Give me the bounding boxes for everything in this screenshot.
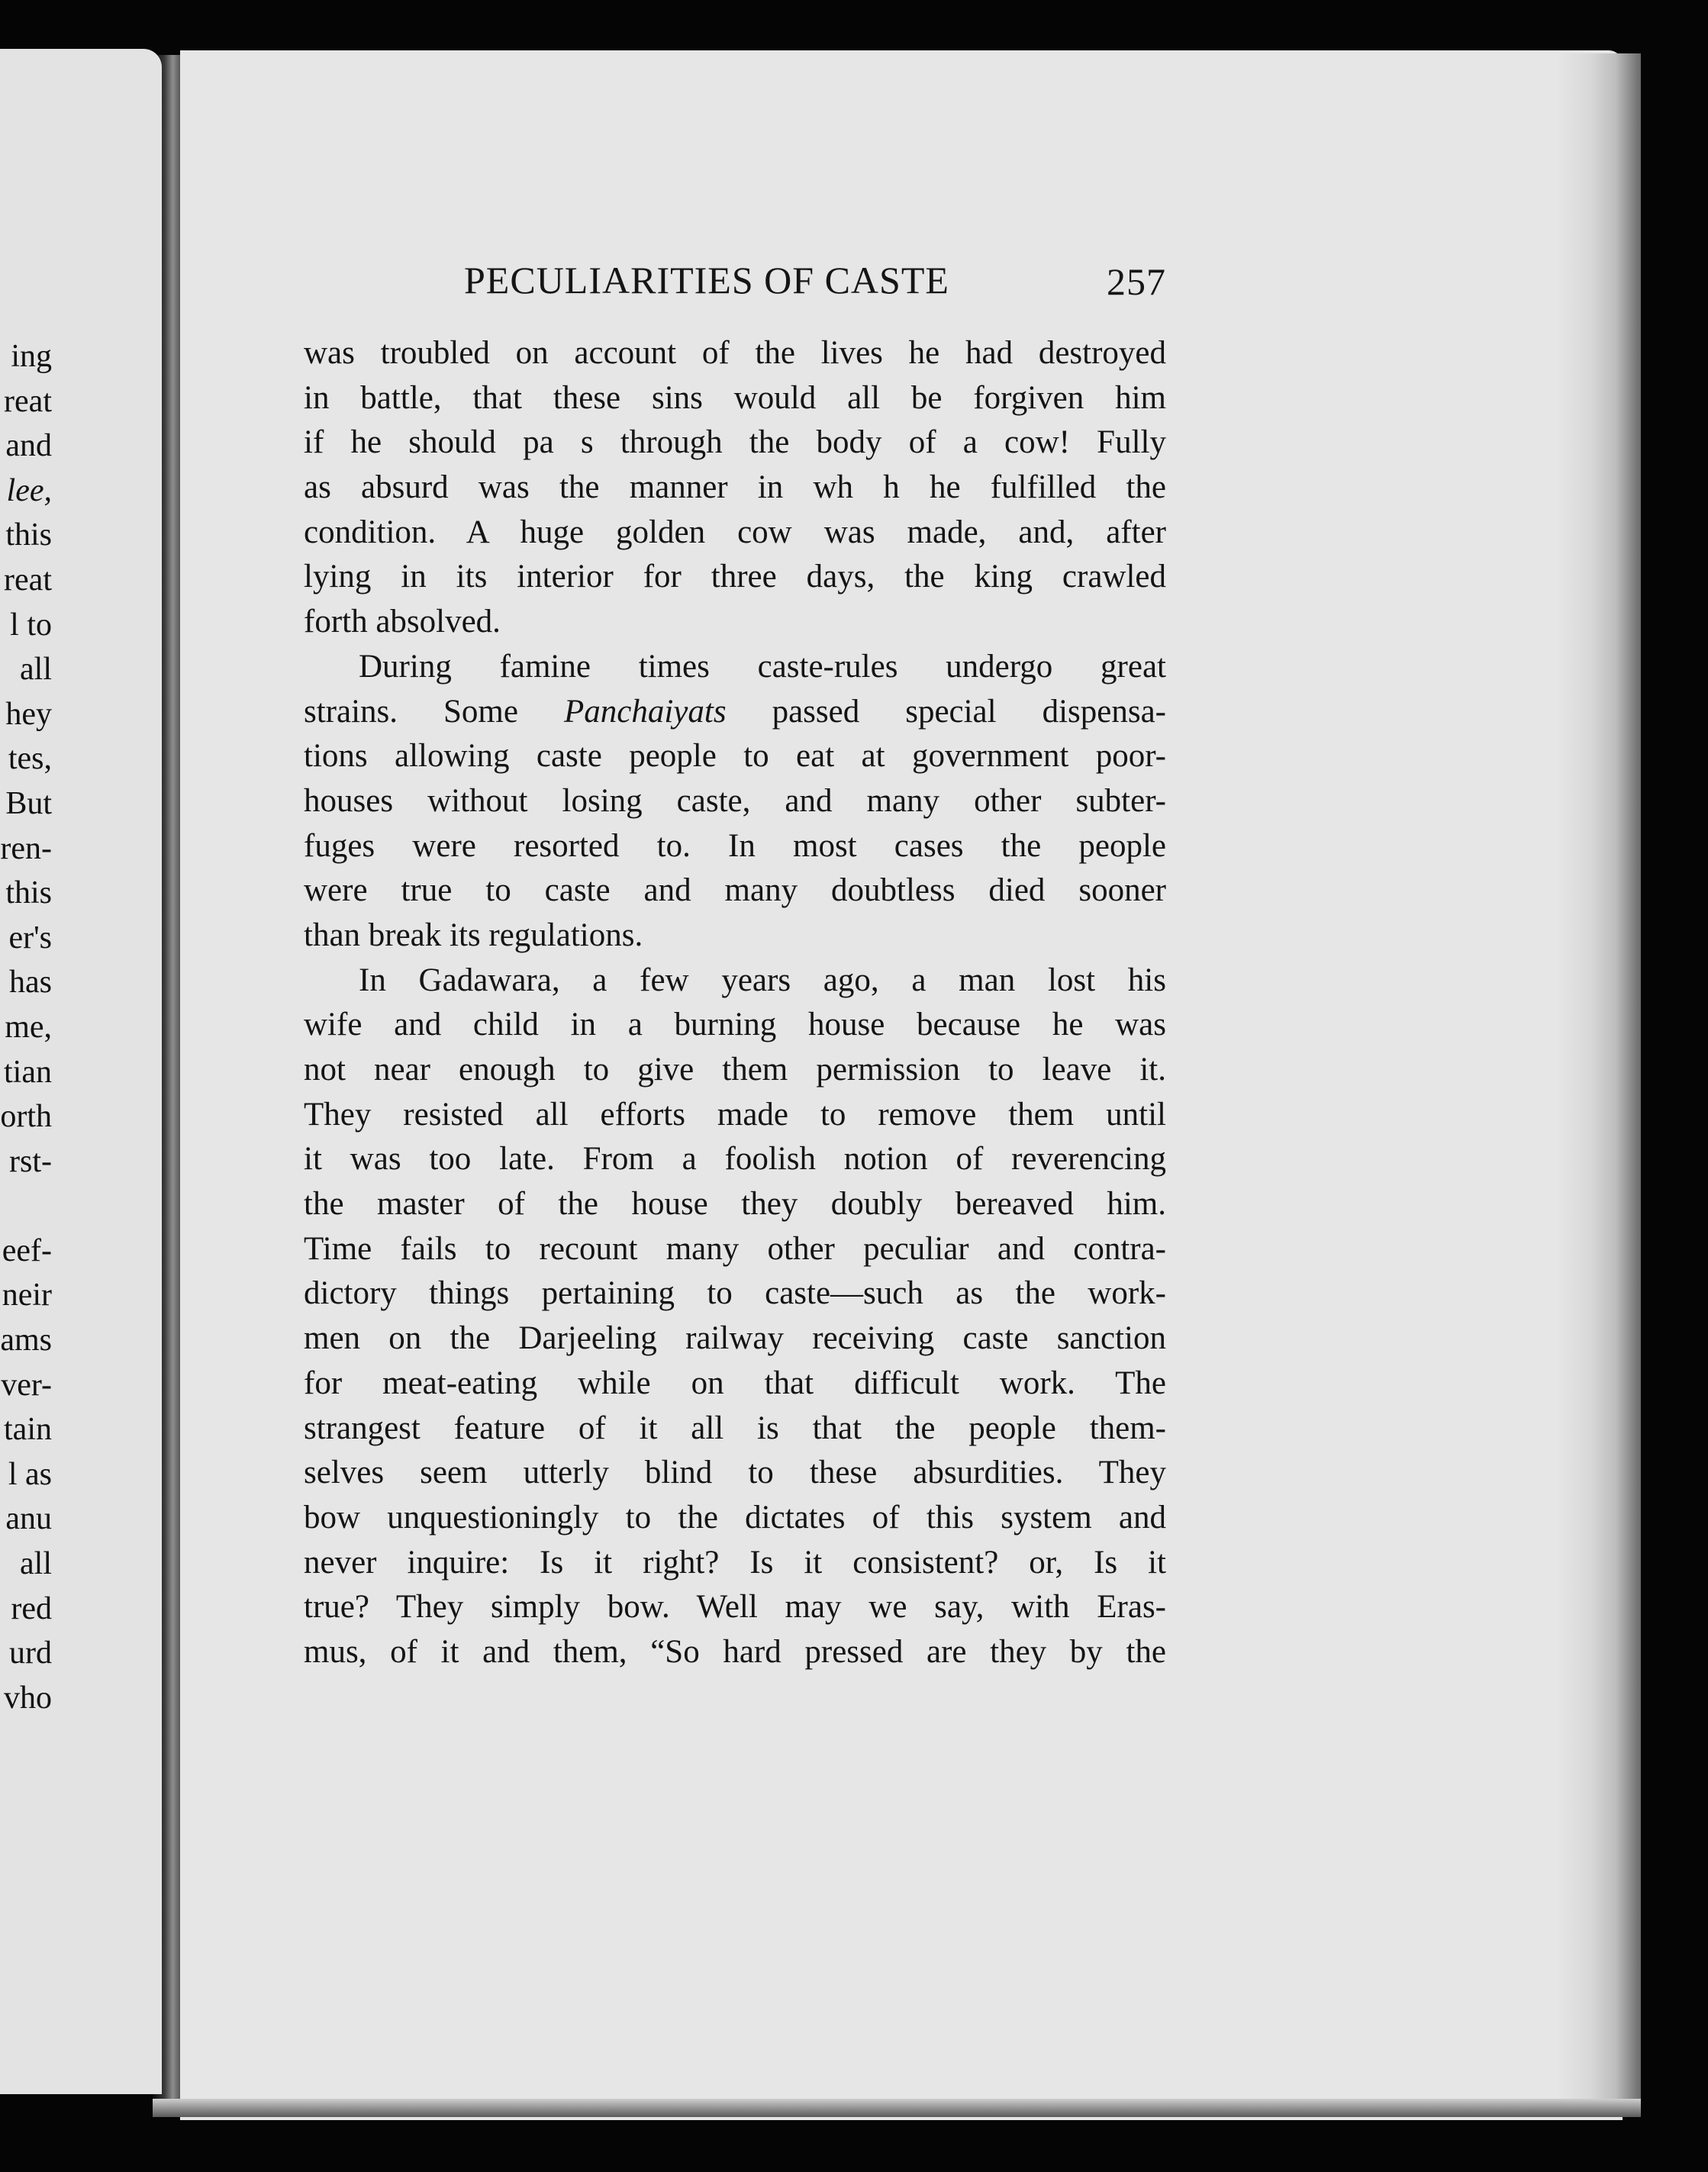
left-page-line: ren- <box>0 830 52 866</box>
running-head <box>464 258 1166 304</box>
left-page-line: urd <box>9 1635 52 1671</box>
running-head-title: PECULIARITIES OF CASTE <box>464 259 949 301</box>
text-line: strangest feature of it all is that the people them- <box>304 1410 1166 1446</box>
text-line: were true to caste and many doubtless died sooner <box>304 872 1166 909</box>
left-page-line <box>0 1184 52 1229</box>
left-page-line: er's <box>8 920 52 955</box>
left-page-line: reat <box>4 383 52 419</box>
paragraph <box>304 331 1166 645</box>
left-page-line: tes, <box>8 741 52 777</box>
page-bottom-edge <box>153 2099 1641 2117</box>
left-page-line: red <box>11 1590 52 1626</box>
page-stack-edge <box>1557 53 1641 2114</box>
left-page-line: has <box>9 965 52 1001</box>
left-page-line: all <box>20 1546 52 1582</box>
text-line: condition. A huge golden cow was made, and, after <box>304 514 1166 550</box>
text-line: was troubled on account of the lives he had destroyed <box>304 335 1166 371</box>
left-page-line: hey <box>5 696 52 732</box>
text-line: tions allowing caste people to eat at government poor- <box>304 738 1166 775</box>
text-line: During famine times caste-rules undergo great <box>359 648 1166 685</box>
text-line: if he should pa s through the body of a cow! Fully <box>304 424 1166 461</box>
text-line: In Gadawara, a few years ago, a man lost his <box>359 962 1166 998</box>
text-line: true? They simply bow. Well may we say, with Eras- <box>304 1589 1166 1626</box>
text-line: wife and child in a burning house because he was <box>304 1007 1166 1043</box>
left-page-line: lee, <box>6 472 52 508</box>
left-page-line: ams <box>0 1323 52 1358</box>
text-line: They resisted all efforts made to remove them until <box>304 1096 1166 1133</box>
left-page-line: this <box>5 517 52 553</box>
text-line: forth absolved. <box>304 604 501 640</box>
text-line: bow unquestioningly to the dictates of this system and <box>304 1499 1166 1536</box>
left-page-text-fragments <box>0 334 52 1720</box>
text-line: houses without losing caste, and many other subter- <box>304 782 1166 819</box>
left-page-line: ver- <box>1 1367 52 1403</box>
body-text <box>304 331 1166 1675</box>
text-line: for meat-eating while on that difficult work. The <box>304 1365 1166 1401</box>
text-line: as absurd was the manner in wh h he fulfilled the <box>304 469 1166 506</box>
left-page-line: tain <box>4 1412 52 1448</box>
left-page-line: l to <box>10 607 52 643</box>
left-page-line: all <box>20 652 52 688</box>
text-line: men on the Darjeeling railway receiving caste sanction <box>304 1320 1166 1357</box>
text-line: never inquire: Is it right? Is it consistent? or, Is it <box>304 1544 1166 1581</box>
page-number: 257 <box>1107 260 1166 303</box>
left-page-line: reat <box>4 562 52 598</box>
text-line: mus, of it and them, “So hard pressed are they by the <box>304 1633 1166 1670</box>
paragraph <box>304 959 1166 1675</box>
text-line: dictory things pertaining to caste—such as the work- <box>304 1275 1166 1312</box>
left-page-line: eef- <box>2 1233 52 1268</box>
text-line: fuges were resorted to. In most cases the people <box>304 827 1166 864</box>
left-page-line: this <box>5 875 52 911</box>
left-page-line: and <box>5 428 52 464</box>
left-page-line: vho <box>4 1680 52 1716</box>
paragraph <box>304 645 1166 959</box>
text-line: in battle, that these sins would all be forgiven him <box>304 379 1166 416</box>
text-line: than break its regulations. <box>304 917 643 953</box>
text-line: not near enough to give them permission to leave it. <box>304 1052 1166 1088</box>
left-page-line: tian <box>4 1054 52 1090</box>
left-page-line: l as <box>8 1456 52 1492</box>
left-page-line: me, <box>5 1009 52 1045</box>
italic-term: Panchaiyats <box>563 693 727 730</box>
text-line: selves seem utterly blind to these absurdities. They <box>304 1455 1166 1491</box>
text-line: Time fails to recount many other peculiar and contra- <box>304 1230 1166 1267</box>
left-page-line: anu <box>5 1501 52 1537</box>
text-line: lying in its interior for three days, the king crawled <box>304 559 1166 595</box>
text-line: strains. Some Panchaiyats passed special dispensa- <box>304 693 1166 730</box>
text-line: it was too late. From a foolish notion of reverencing <box>304 1141 1166 1178</box>
text-line: the master of the house they doubly bereaved him. <box>304 1186 1166 1223</box>
left-page-line: rst- <box>9 1143 52 1179</box>
left-page-line: ing <box>11 339 52 374</box>
left-page-line: orth <box>0 1099 52 1135</box>
left-page-line: But <box>5 785 52 821</box>
left-page-line: neir <box>2 1278 52 1313</box>
